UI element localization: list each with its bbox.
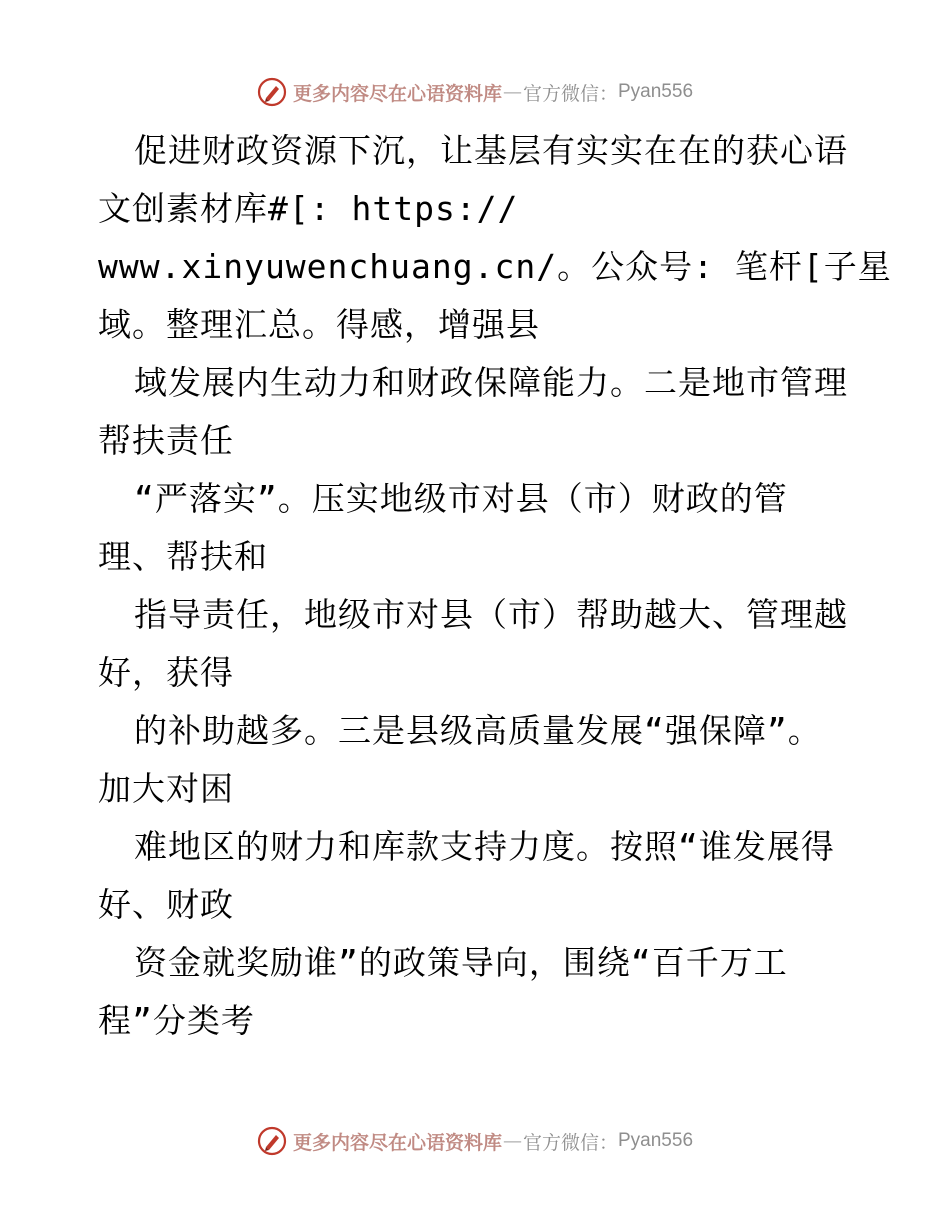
body-line: www.xinyuwenchuang.cn/。公众号: 笔杆[子星: [98, 247, 892, 286]
body-line: 好、财政: [98, 885, 234, 924]
banner-title: 更多内容尽在心语资料库: [292, 1131, 502, 1154]
body-line: 资金就奖励谁”的政策导向，围绕“百千万工: [134, 943, 788, 982]
body-line: 程”分类考: [98, 1001, 255, 1040]
body-line: 文创素材库#[: https://: [98, 189, 519, 228]
body-line: 促进财政资源下沉，让基层有实实在在的获心语: [134, 131, 848, 170]
body-line: 加大对困: [98, 769, 234, 808]
body-line: 好，获得: [98, 653, 234, 692]
pen-logo-icon: [257, 77, 287, 107]
body-line: “严落实”。压实地级市对县（市）财政的管: [134, 479, 788, 518]
document-body: [98, 122, 898, 1050]
footer-banner: [0, 1121, 950, 1161]
body-line: 帮扶责任: [98, 421, 234, 460]
body-line: 域。整理汇总。得感，增强县: [98, 305, 540, 344]
body-line: 域发展内生动力和财政保障能力。二是地市管理: [134, 363, 848, 402]
banner-wechat-label: 官方微信：: [522, 82, 618, 105]
header-banner: [0, 72, 950, 112]
pen-logo-icon: [257, 1126, 287, 1156]
body-line: 指导责任，地级市对县（市）帮助越大、管理越: [134, 595, 848, 634]
body-line: 难地区的财力和库款支持力度。按照“谁发展得: [134, 827, 835, 866]
body-line: 的补助越多。三是县级高质量发展“强保障”。: [134, 711, 822, 750]
banner-wechat-label: 官方微信：: [522, 1131, 618, 1154]
banner-wechat-id: Pyan556: [618, 1130, 694, 1151]
banner-separator: —: [502, 1130, 522, 1152]
banner-title: 更多内容尽在心语资料库: [292, 82, 502, 105]
banner-wechat-id: Pyan556: [618, 81, 694, 102]
body-line: 理、帮扶和: [98, 537, 268, 576]
banner-separator: —: [502, 81, 522, 103]
